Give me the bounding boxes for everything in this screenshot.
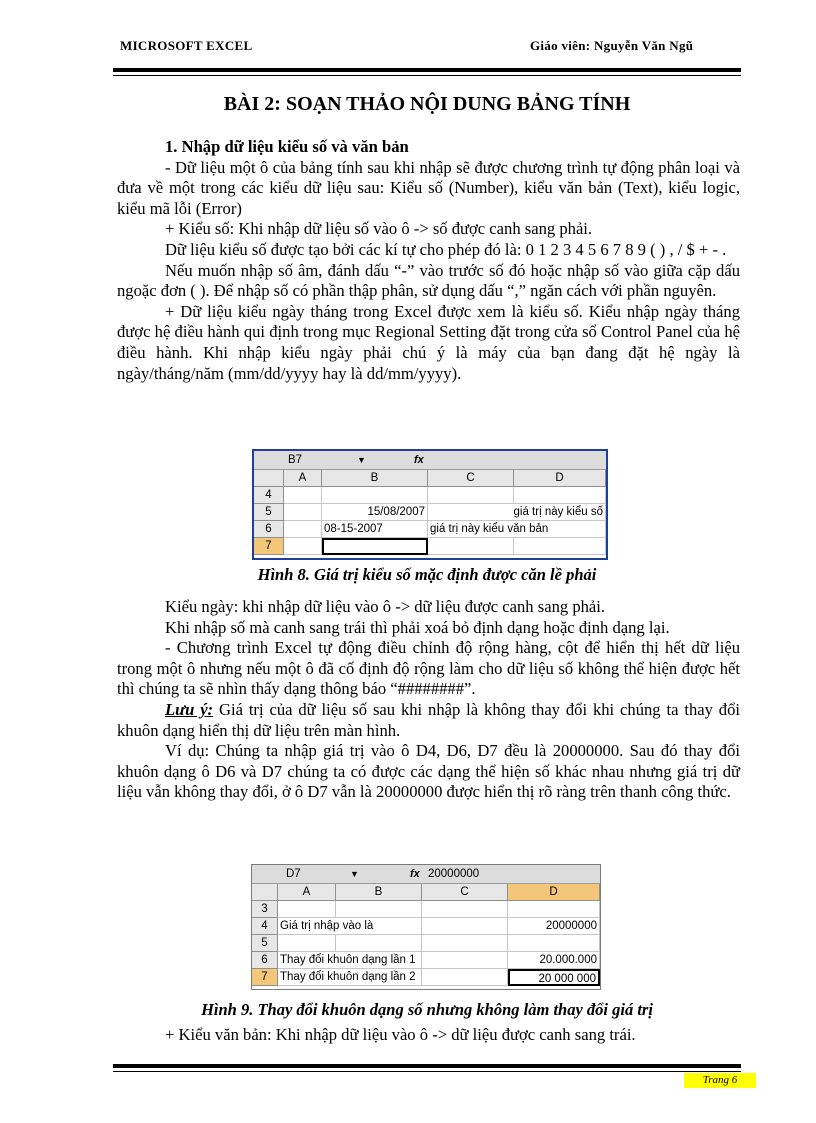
cell-c4[interactable] [422, 918, 508, 935]
paragraph: Khi nhập số mà canh sang trái thì phải xoá bỏ định dạng hoặc định dạng lại. [165, 617, 670, 637]
cell-d5[interactable] [508, 935, 600, 952]
col-header-a[interactable]: A [284, 470, 322, 487]
row-header-7[interactable]: 7 [254, 538, 284, 555]
cell-b3[interactable] [336, 901, 422, 918]
col-header-b[interactable]: B [336, 884, 422, 901]
cell-a6[interactable] [284, 521, 322, 538]
excel-figure-8 [252, 449, 608, 560]
paragraph: - Dữ liệu một ô của bảng tính sau khi nhập sẽ được chương trình tự động phân loại và đưa về một trong các kiểu dữ liệu sau: Kiểu số (Number), kiểu văn bản (Text), kiểu logic, kiểu mã lỗi (Error) [117, 157, 740, 218]
row-header-7[interactable]: 7 [252, 969, 278, 986]
col-header-b[interactable]: B [322, 470, 428, 487]
row-header-3[interactable]: 3 [252, 901, 278, 918]
formula-bar [254, 451, 606, 470]
cell-a7[interactable]: Thay đổi khuôn dạng lần 2 [278, 969, 422, 986]
cell-c6[interactable] [422, 952, 508, 969]
header-teacher: Giáo viên: Nguyễn Văn Ngũ [530, 38, 694, 53]
note-text: Giá trị của dữ liệu số sau khi nhập là không thay đổi khi chúng ta thay đổi khuôn dạng hiển thị dữ liệu trên màn hình. [117, 699, 740, 740]
cell-c6[interactable]: giá trị này kiểu văn bản [428, 521, 606, 538]
cell-c5[interactable] [422, 935, 508, 952]
cell-a5[interactable] [284, 504, 322, 521]
paragraph: + Dữ liệu kiểu ngày tháng trong Excel được xem là kiểu số. Kiểu nhập ngày tháng được hệ điều hành qui định trong mục Regional Setting đặt trong cửa sổ Control Panel của hệ điều hành. Khi nhập kiểu ngày phải chú ý là máy của bạn đang đặt hệ ngày là ngày/tháng/năm (mm/dd/yyyy hay là dd/mm/yyyy). [117, 301, 740, 383]
page-title: BÀI 2: SOẠN THẢO NỘI DUNG BẢNG TÍNH [223, 93, 631, 115]
paragraph: Dữ liệu kiểu số được tạo bởi các kí tự cho phép đó là: 0 1 2 3 4 5 6 7 8 9 ( ) , / $ + - . [165, 239, 727, 259]
row-header-6[interactable]: 6 [252, 952, 278, 969]
row-header-5[interactable]: 5 [252, 935, 278, 952]
col-header-d[interactable]: D [514, 470, 606, 487]
name-box[interactable]: D7 [286, 868, 301, 880]
row-header-4[interactable]: 4 [252, 918, 278, 935]
footer-rule-thick [113, 1064, 741, 1068]
cell-a3[interactable] [278, 901, 336, 918]
col-header-d[interactable]: D [508, 884, 600, 901]
corner-cell[interactable] [252, 884, 278, 901]
cell-d7[interactable] [514, 538, 606, 555]
col-header-c[interactable]: C [428, 470, 514, 487]
cell-b6[interactable]: 08-15-2007 [322, 521, 428, 538]
cell-b5[interactable]: 15/08/2007 [322, 504, 428, 521]
paragraph: Kiểu ngày: khi nhập dữ liệu vào ô -> dữ liệu được canh sang phải. [165, 597, 606, 616]
header-subject: MICROSOFT EXCEL [120, 38, 253, 53]
page-number: Trang 6 [684, 1073, 756, 1088]
row-header-4[interactable]: 4 [254, 487, 284, 504]
section-1 [117, 137, 740, 384]
figure-8-caption: Hình 8. Giá trị kiểu số mặc định được căn lề phải [257, 565, 597, 584]
dropdown-arrow-icon[interactable]: ▼ [357, 455, 366, 465]
footer-rule-thin [113, 1071, 741, 1072]
paragraph: Ví dụ: Chúng ta nhập giá trị vào ô D4, D6, D7 đều là 20000000. Sau đó thay đổi khuôn dạng ô D6 và D7 chúng ta có được các dạng thể hiện số khác nhau nhưng giá trị dữ liệu vẫn không thay đổi, ở ô D7 vẫn là 20000000 được hiển thị rõ ràng trên thanh công thức. [117, 741, 740, 802]
cell-d5[interactable]: giá trị này kiểu số [484, 504, 606, 521]
cell-a4[interactable] [284, 487, 322, 504]
header-rule-thin [113, 75, 741, 76]
cell-c7[interactable] [428, 538, 514, 555]
section-3 [117, 1025, 740, 1046]
cell-a7[interactable] [284, 538, 322, 555]
col-header-a[interactable]: A [278, 884, 336, 901]
note-label: Lưu ý: [165, 699, 214, 719]
cell-d3[interactable] [508, 901, 600, 918]
corner-cell[interactable] [254, 470, 284, 487]
section-heading: 1. Nhập dữ liệu kiểu số và văn bản [165, 137, 409, 156]
cell-a4[interactable]: Giá trị nhập vào là [278, 918, 422, 935]
note-paragraph [117, 700, 740, 741]
name-box[interactable]: B7 [288, 454, 303, 466]
cell-d7-selected[interactable]: 20 000 000 [508, 969, 600, 986]
cell-c4[interactable] [428, 487, 514, 504]
col-header-c[interactable]: C [422, 884, 508, 901]
paragraph: + Kiểu số: Khi nhập dữ liệu số vào ô -> số được canh sang phải. [165, 219, 593, 239]
cell-c7[interactable] [422, 969, 508, 986]
paragraph: + Kiểu văn bản: Khi nhập dữ liệu vào ô -> dữ liệu được canh sang trái. [165, 1025, 636, 1044]
fx-icon[interactable]: fx [414, 454, 424, 466]
cell-b5[interactable] [336, 935, 422, 952]
section-2 [117, 597, 740, 803]
cell-d6[interactable]: 20.000.000 [508, 952, 600, 969]
formula-bar [252, 865, 600, 884]
header-rule-thick [113, 68, 741, 72]
cell-a5[interactable] [278, 935, 336, 952]
formula-value[interactable]: 20000000 [428, 868, 480, 880]
cell-b7-selected[interactable] [322, 538, 428, 555]
paragraph: Nếu muốn nhập số âm, đánh dấu “-” vào trước số đó hoặc nhập số vào giữa cặp dấu ngoặc đơn ( ). Để nhập số có phần thập phân, sử dụng dấu “,” ngăn cách với phần nguyên. [117, 260, 740, 301]
figure-9-caption: Hình 9. Thay đổi khuôn dạng số nhưng không làm thay đổi giá trị [201, 1000, 653, 1019]
dropdown-arrow-icon[interactable]: ▼ [350, 869, 359, 879]
row-header-6[interactable]: 6 [254, 521, 284, 538]
cell-d4[interactable] [514, 487, 606, 504]
row-header-5[interactable]: 5 [254, 504, 284, 521]
excel-figure-9 [251, 864, 601, 990]
cell-d4[interactable]: 20000000 [508, 918, 600, 935]
cell-c3[interactable] [422, 901, 508, 918]
fx-icon[interactable]: fx [410, 868, 420, 880]
cell-b4[interactable] [322, 487, 428, 504]
paragraph: - Chương trình Excel tự động điều chỉnh độ rộng hàng, cột để hiển thị hết dữ liệu trong một ô nhưng nếu một ô đã cố định độ rộng làm cho dữ liệu số không thể hiện được hết thì chúng ta sẽ nhìn thấy dạng thông báo “########”. [117, 638, 740, 699]
cell-a6[interactable]: Thay đổi khuôn dạng lần 1 [278, 952, 422, 969]
